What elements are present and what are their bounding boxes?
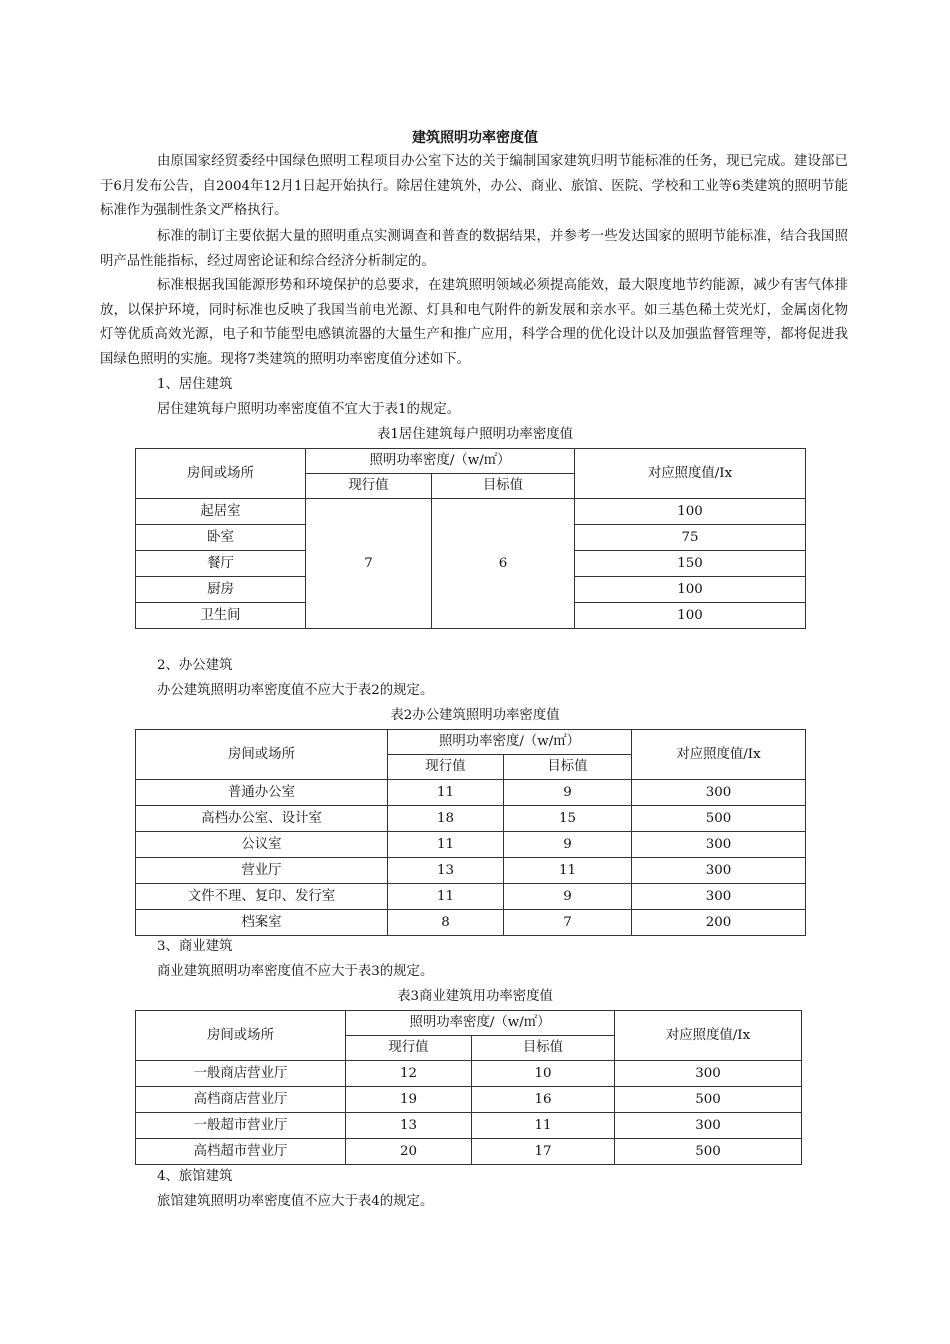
section2-text: 办公建筑照明功率密度值不应大于表2的规定。 (157, 683, 434, 698)
table2-current: 8 (388, 910, 504, 936)
table2-room: 营业厅 (136, 858, 388, 884)
table2-target: 7 (504, 910, 632, 936)
table1-header-density: 照明功率密度/（w/㎡） (306, 449, 575, 474)
table1-header-current: 现行值 (306, 474, 432, 499)
table2-lux: 300 (632, 832, 806, 858)
table3-current: 19 (346, 1087, 472, 1113)
table2-lux: 300 (632, 884, 806, 910)
table2-target: 9 (504, 832, 632, 858)
table1-header-illuminance: 对应照度值/Ix (575, 449, 806, 499)
table2-room: 档案室 (136, 910, 388, 936)
table3-header-illuminance: 对应照度值/Ix (615, 1011, 802, 1061)
table1-room: 卫生间 (136, 603, 306, 629)
table3-room: 高档超市营业厅 (136, 1139, 346, 1165)
table2-target: 11 (504, 858, 632, 884)
table1-room: 厨房 (136, 577, 306, 603)
table2-lux: 300 (632, 780, 806, 806)
table1 (135, 448, 806, 629)
table3-lux: 300 (615, 1061, 802, 1087)
intro-paragraph-2: 标准的制订主要依据大量的照明重点实测调查和普查的数据结果，并参考一些发达国家的照明节能标准，结合我国照明产品性能指标，经过周密论证和综合经济分析制定的。 (100, 229, 848, 269)
table3-target: 11 (472, 1113, 615, 1139)
table1-room: 卧室 (136, 525, 306, 551)
table2-room: 普通办公室 (136, 780, 388, 806)
section3-heading: 3、商业建筑 (157, 939, 233, 954)
table1-lux: 100 (575, 603, 806, 629)
table3-current: 20 (346, 1139, 472, 1165)
table1-current-value: 7 (306, 499, 432, 629)
table3-header-density: 照明功率密度/（w/㎡） (346, 1011, 615, 1036)
section1-heading: 1、居住建筑 (157, 377, 233, 392)
table2-room: 文件不理、复印、发行室 (136, 884, 388, 910)
table3-target: 10 (472, 1061, 615, 1087)
table3-room: 一般商店营业厅 (136, 1061, 346, 1087)
table1-lux: 75 (575, 525, 806, 551)
table2-current: 11 (388, 884, 504, 910)
table1-room: 餐厅 (136, 551, 306, 577)
table3-lux: 500 (615, 1139, 802, 1165)
table2-header-current: 现行值 (388, 755, 504, 780)
table2-target: 9 (504, 780, 632, 806)
section4-text: 旅馆建筑照明功率密度值不应大于表4的规定。 (157, 1194, 434, 1209)
table3-header-current: 现行值 (346, 1036, 472, 1061)
table2-header-density: 照明功率密度/（w/㎡） (388, 730, 632, 755)
intro-paragraph-3: 标准根据我国能源形势和环境保护的总要求，在建筑照明领域必须提高能效，最大限度地节约能源，减少有害气体排放，以保护环境，同时标准也反映了我国当前电光源、灯具和电气附件的新发展和亲水平。如三基色稀土荧光灯，金属卤化物灯等优质高效光源，电子和节能型电感镇流器的大量生产和推广应用，科学合理的优化设计以及加强监督管理等，都将促进我国绿色照明的实施。现将7类建筑的照明功率密度值分述如下。 (100, 278, 848, 367)
table2-lux: 200 (632, 910, 806, 936)
section1-text: 居住建筑每户照明功率密度值不宜大于表1的规定。 (157, 402, 461, 417)
section2-heading: 2、办公建筑 (157, 658, 233, 673)
table2-current: 13 (388, 858, 504, 884)
document-title: 建筑照明功率密度值 (412, 130, 538, 146)
table1-lux: 100 (575, 499, 806, 525)
table2-current: 11 (388, 780, 504, 806)
section4-heading: 4、旅馆建筑 (157, 1169, 233, 1184)
table2-caption: 表2办公建筑照明功率密度值 (390, 708, 560, 723)
table1-header-room: 房间或场所 (136, 449, 306, 499)
table1-room: 起居室 (136, 499, 306, 525)
table1-lux: 150 (575, 551, 806, 577)
table3-room: 高档商店营业厅 (136, 1087, 346, 1113)
table3-target: 16 (472, 1087, 615, 1113)
table3-target: 17 (472, 1139, 615, 1165)
table1-caption: 表1居住建筑每户照明功率密度值 (377, 427, 573, 442)
table1-target-value: 6 (432, 499, 575, 629)
table2-target: 15 (504, 806, 632, 832)
table3-current: 12 (346, 1061, 472, 1087)
table1-header-target: 目标值 (432, 474, 575, 499)
table2-header-room: 房间或场所 (136, 730, 388, 780)
table3-lux: 500 (615, 1087, 802, 1113)
table2 (135, 729, 806, 936)
table3-caption: 表3商业建筑用功率密度值 (397, 989, 553, 1004)
table3-current: 13 (346, 1113, 472, 1139)
section3-text: 商业建筑照明功率密度值不应大于表3的规定。 (157, 964, 434, 979)
table3-lux: 300 (615, 1113, 802, 1139)
table2-lux: 300 (632, 858, 806, 884)
table2-current: 11 (388, 832, 504, 858)
table3-room: 一般超市营业厅 (136, 1113, 346, 1139)
table3-header-target: 目标值 (472, 1036, 615, 1061)
table2-header-illuminance: 对应照度值/Ix (632, 730, 806, 780)
table2-lux: 500 (632, 806, 806, 832)
table2-room: 高档办公室、设计室 (136, 806, 388, 832)
table2-header-target: 目标值 (504, 755, 632, 780)
table1-lux: 100 (575, 577, 806, 603)
table3 (135, 1010, 802, 1165)
table2-target: 9 (504, 884, 632, 910)
intro-paragraph-1: 由原国家经贸委经中国绿色照明工程项目办公室下达的关于编制国家建筑归明节能标准的任务，现已完成。建设部已于6月发布公告，自2004年12月1日起开始执行。除居住建筑外，办公、商业、旅馆、医院、学校和工业等6类建筑的照明节能标准作为强制性条文严格执行。 (100, 154, 848, 219)
table3-header-room: 房间或场所 (136, 1011, 346, 1061)
table2-room: 公议室 (136, 832, 388, 858)
table2-current: 18 (388, 806, 504, 832)
